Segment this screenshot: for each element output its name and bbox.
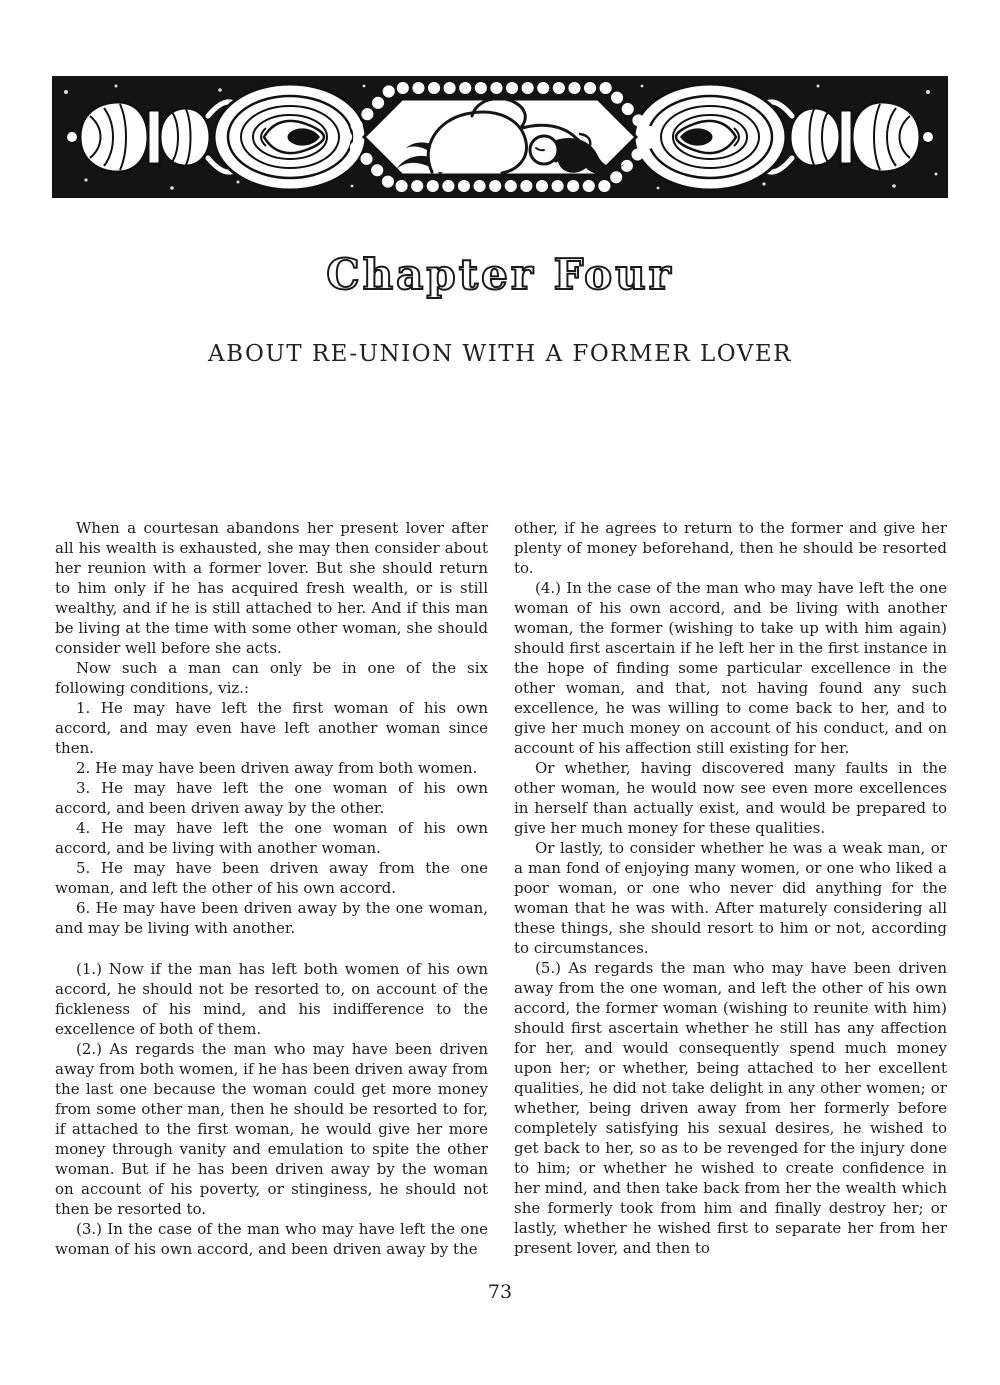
- section-heading: ABOUT RE-UNION WITH A FORMER LOVER: [208, 341, 792, 367]
- paragraph: other, if he agrees to return to the former and give her plenty of money beforehand, then he should be resorted to.: [514, 519, 947, 577]
- paragraph: (2.) As regards the man who may have been driven away from both women, if he has been driven away from the last one because the woman could get more money from some other man, then he should be resorted to for, if attached to the first woman, he would give her more money through vanity and emulation to spite the other woman. But if he has been driven away by the woman on account of his poverty, or stinginess, he should not then be resorted to.: [55, 1040, 488, 1218]
- paragraph: 4. He may have left the one woman of his own accord, and be living with another woman.: [55, 819, 488, 857]
- paragraph: (1.) Now if the man has left both women of his own accord, he should not be resorted to, on account of the fickleness of his mind, and his indifference to the excellence of both of them.: [55, 960, 488, 1038]
- page-number: 73: [487, 1281, 513, 1303]
- paragraph: (3.) In the case of the man who may have left the one woman of his own accord, and been driven away by the: [55, 1220, 488, 1258]
- paragraph: (5.) As regards the man who may have been driven away from the one woman, and left the other of his own accord, the former woman (wishing to reunite with him) should first ascertain whether he still has any affection for her, and would consequently spend much money upon her; or whether, being attached to her excellent qualities, he did not take delight in any other women; or whether, being driven away from her formerly before completely satisfying his sexual desires, he wished to get back to her, so as to be revenged for the injury done to him; or whether he wished to create confidence in her mind, and then take back from her the wealth which she formerly took from him and finally destroy her; or lastly, whether he wished first to separate her from her present lover, and then to: [514, 959, 947, 1257]
- paragraph: 3. He may have left the one woman of his own accord, and been driven away by the other.: [55, 779, 488, 817]
- paragraph: 2. He may have been driven away from both women.: [76, 759, 478, 777]
- paragraph: When a courtesan abandons her present lover after all his wealth is exhausted, she may then consider about her reunion with a former lover. But she should return to him only if he has acquired fresh wealth, or is still wealthy, and if he is still attached to her. And if this man be living at the time with some other woman, she should consider well before she acts.: [55, 519, 488, 657]
- paragraph: 5. He may have been driven away from the one woman, and left the other of his own accord.: [55, 859, 488, 897]
- paragraph: (4.) In the case of the man who may have left the one woman of his own accord, and be living with another woman, the former (wishing to take up with him again) should first ascertain if he left her in the first instance in the hope of finding some particular excellence in the other woman, and that, not having found any such excellence, he was willing to come back to her, and to give her much money on account of his conduct, and on account of his affection still existing for her.: [514, 579, 947, 757]
- paragraph: Now such a man can only be in one of the six following conditions, viz.:: [55, 659, 488, 697]
- right-column: [514, 518, 947, 1259]
- chapter-title: Chapter Four: [326, 250, 674, 299]
- paragraph: Or lastly, to consider whether he was a weak man, or a man fond of enjoying many women, or one who liked a poor woman, or one who never did anything for the woman that he was with. After maturely considering all these things, she should resort to him or not, according to circumstances.: [514, 839, 947, 957]
- woodcut-band-graphic: [52, 76, 948, 198]
- left-column: [55, 518, 488, 1259]
- text-columns: [55, 518, 947, 1259]
- reclining-figure-panel: [364, 98, 636, 175]
- paragraph: 6. He may have been driven away by the one woman, and may be living with another.: [55, 899, 488, 937]
- paragraph: 1. He may have left the first woman of his own accord, and may even have left another woman since then.: [55, 699, 488, 757]
- header-ornament-band: [52, 76, 948, 200]
- paragraph: Or whether, having discovered many faults in the other woman, he would now see even more excellences in herself than actually exist, and would be prepared to give her much money for these qualities.: [514, 759, 947, 837]
